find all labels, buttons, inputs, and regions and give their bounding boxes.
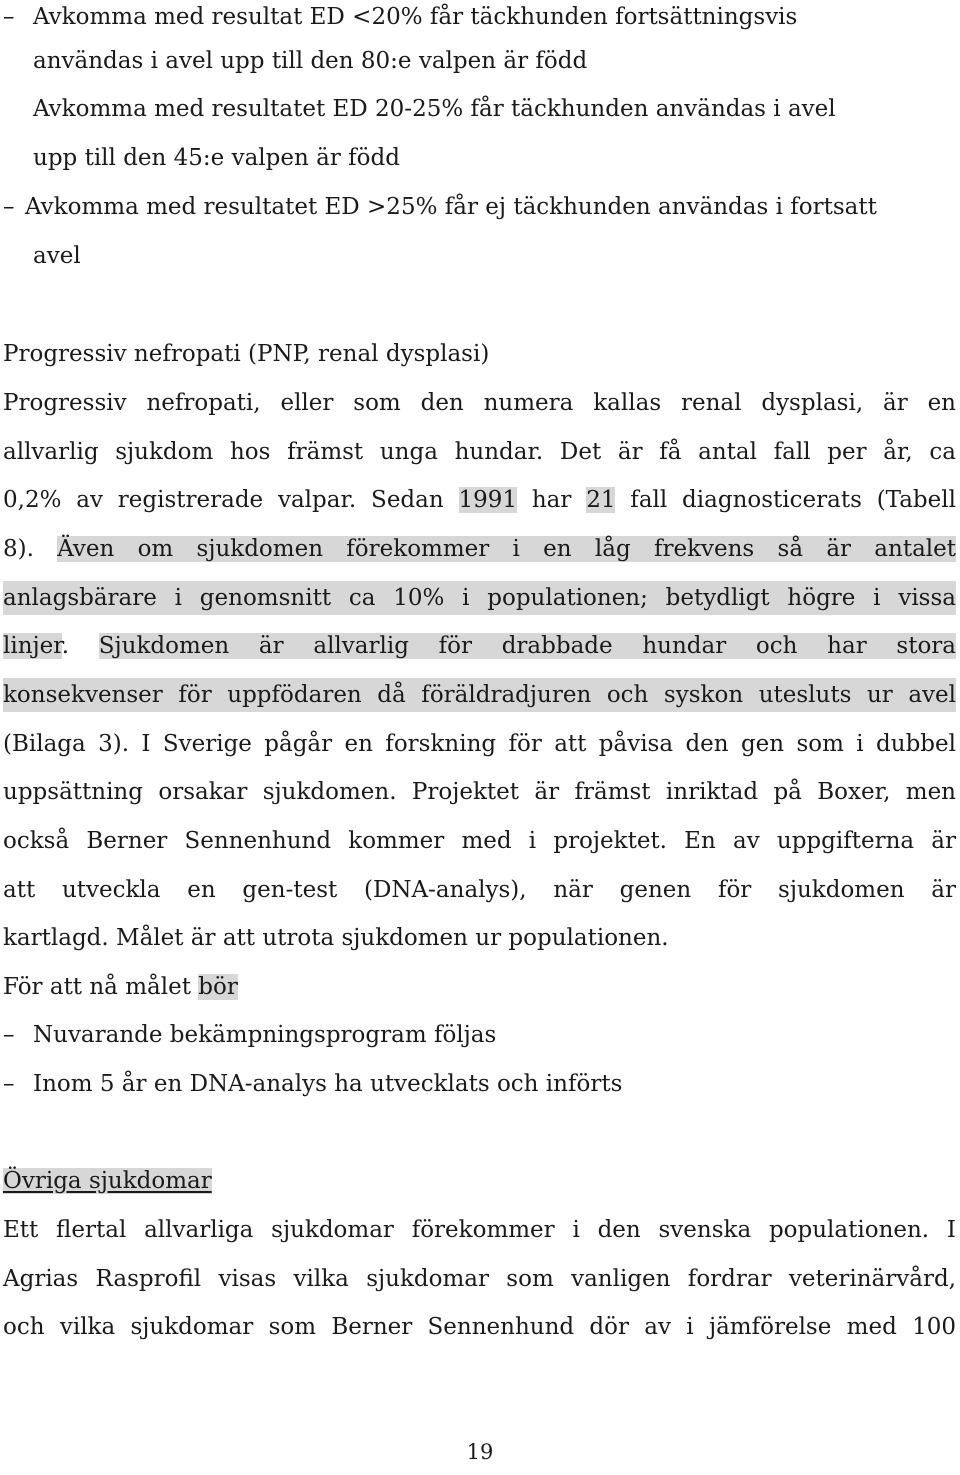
paragraph-line (3, 483, 956, 517)
bullet-2-line-2: upp till den 45:e valpen är född (33, 145, 400, 171)
paragraph-line: också Berner Sennenhund kommer med i projektet. En av uppgifterna är (3, 828, 956, 854)
goal-line (3, 970, 238, 1004)
heading-text: Övriga sjukdomar (3, 1168, 212, 1194)
paragraph-line: kartlagd. Målet är att utrota sjukdomen ur populationen. (3, 925, 669, 951)
bullet-1-line-1: Avkomma med resultat ED <20% får täckhunden fortsättningsvis (33, 4, 798, 30)
paragraph-line (3, 532, 956, 566)
section-heading-other (3, 1164, 212, 1198)
paragraph-line: att utveckla en gen-test (DNA-analys), när genen för sjukdomen är (3, 877, 956, 903)
goal-bullet-2: Inom 5 år en DNA-analys ha utvecklats och införts (33, 1071, 623, 1097)
paragraph-line (3, 629, 956, 663)
highlight-year: 1991 (458, 487, 518, 513)
text-fragment: . (61, 633, 99, 659)
bullet-2-line-1: Avkomma med resultatet ED 20-25% får täckhunden användas i avel (33, 96, 836, 122)
page-number: 19 (466, 1440, 494, 1464)
text-fragment: 0,2% av registrerade valpar. Sedan (3, 487, 459, 513)
paragraph-line: uppsättning orsakar sjukdomen. Projektet är främst inriktad på Boxer, men (3, 779, 956, 805)
highlighted-line: anlagsbärare i genomsnitt ca 10% i populationen; betydligt högre i vissa (3, 581, 956, 615)
paragraph-line: Ett flertal allvarliga sjukdomar förekommer i den svenska populationen. I (3, 1217, 956, 1243)
paragraph-line: (Bilaga 3). I Sverige pågår en forskning för att påvisa den gen som i dubbel (3, 731, 956, 757)
goal-bullet-1: Nuvarande bekämpningsprogram följas (33, 1022, 497, 1048)
paragraph-line: Progressiv nefropati, eller som den numera kallas renal dysplasi, är en (3, 390, 956, 416)
paragraph-line: allvarlig sjukdom hos främst unga hundar. Det är få antal fall per år, ca (3, 439, 956, 465)
highlighted-line: konsekvenser för uppfödaren då föräldradjuren och syskon utesluts ur avel (3, 678, 956, 712)
text-fragment: har (517, 487, 587, 513)
text-fragment: För att nå målet (3, 974, 199, 1000)
bullet-dash: – (3, 194, 15, 220)
paragraph-line: och vilka sjukdomar som Berner Sennenhund dör av i jämförelse med 100 (3, 1314, 956, 1340)
highlight-word: bör (198, 974, 238, 1000)
text-fragment: fall diagnosticerats (Tabell (615, 487, 956, 513)
highlight-word: linjer (3, 633, 62, 659)
section-heading-pnp: Progressiv nefropati (PNP, renal dysplasi) (3, 341, 490, 367)
text-fragment: 8). (3, 536, 58, 562)
bullet-dash: – (3, 4, 15, 30)
highlight-sentence: Även om sjukdomen förekommer i en låg frekvens så är antalet (57, 536, 956, 562)
bullet-dash: – (3, 1022, 15, 1048)
highlight-count: 21 (586, 487, 616, 513)
bullet-3-line-2: avel (33, 243, 81, 269)
highlight-sentence: Sjukdomen är allvarlig för drabbade hundar och har stora (98, 633, 956, 659)
bullet-1-line-2: användas i avel upp till den 80:e valpen är född (33, 48, 588, 74)
bullet-3-line-1: Avkomma med resultatet ED >25% får ej täckhunden användas i fortsatt (25, 194, 877, 220)
paragraph-line: Agrias Rasprofil visas vilka sjukdomar som vanligen fordrar veterinärvård, (3, 1266, 956, 1292)
bullet-dash: – (3, 1071, 15, 1097)
